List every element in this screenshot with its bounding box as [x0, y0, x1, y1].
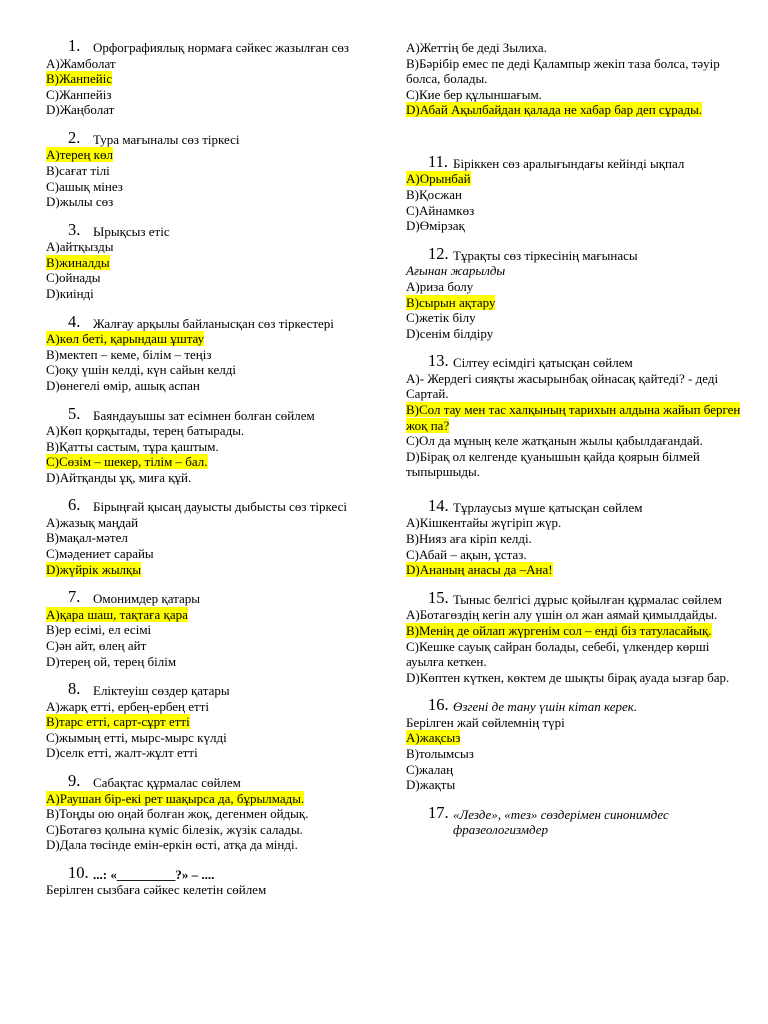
- answer-text: А)риза болу: [406, 278, 474, 294]
- highlighted-answer: А)Орынбай: [406, 171, 471, 187]
- highlighted-answer: А)жақсыз: [406, 730, 461, 746]
- answer-option: [46, 607, 376, 623]
- question-number: 14.: [428, 495, 449, 515]
- question-block: [406, 695, 746, 793]
- question-number: 17.: [428, 802, 449, 822]
- answer-text: В)Тоңды ою оңай болған жоқ, дегенмен ойдық.: [46, 806, 309, 822]
- answer-text: В)ер есімі, ел есімі: [46, 622, 152, 638]
- question-label: Сабақтас құрмалас сөйлем: [93, 775, 241, 790]
- answer-option: [46, 791, 376, 807]
- answer-text: В)толымсыз: [406, 746, 474, 761]
- question-number: 6.: [68, 495, 81, 515]
- answer-text: А)айтқызды: [46, 239, 114, 255]
- question-block: [46, 587, 376, 669]
- question-block: [406, 151, 746, 234]
- question-number: 1.: [68, 36, 81, 55]
- question-label: Біріккен сөз аралығындағы кейінді ықпал: [453, 155, 685, 171]
- left-column: [46, 36, 376, 912]
- answer-option: [406, 670, 746, 686]
- question-number: 15.: [428, 587, 449, 607]
- answer-option: [46, 362, 376, 378]
- answer-option: [46, 179, 376, 195]
- highlighted-answer: А)көл беті, қарындаш ұштау: [46, 331, 205, 347]
- answer-option: [406, 547, 746, 563]
- question-text: [406, 802, 746, 838]
- answer-option: [406, 607, 746, 623]
- question-text: [46, 679, 376, 699]
- answer-text: В)сағат тілі: [46, 162, 110, 178]
- answer-option: [406, 402, 746, 433]
- question-subtext: Берілген жай сөйлемнің түрі: [406, 714, 565, 730]
- answer-option: [46, 837, 376, 853]
- question-number: 4.: [68, 311, 81, 331]
- answer-text: С)жымың етті, мырс-мырс күлді: [46, 729, 227, 745]
- answer-text: А)- Жердегі сияқты жасырынбақ ойнасақ қайтеді? - деді Сартай.: [406, 370, 719, 402]
- question-label: Тұрақты сөз тіркесінің мағынасы: [453, 247, 638, 263]
- question-label: Орфографиялық нормаға сәйкес жазылған сөз: [93, 40, 350, 55]
- answer-option: [46, 546, 376, 562]
- question-label: Еліктеуіш сөздер қатары: [93, 683, 230, 699]
- question-text: [46, 127, 376, 148]
- answer-option: [46, 347, 376, 363]
- answer-text: А)жарқ етті, ербең-ербең етті: [46, 698, 209, 714]
- answer-option: [46, 423, 376, 439]
- answer-text: С)Абай – ақын, ұстаз.: [406, 546, 527, 562]
- answer-option: [46, 239, 376, 255]
- question-block: [406, 802, 746, 838]
- highlighted-answer: D)Абай Ақылбайдан қалада не хабар бар деп сұрады.: [406, 102, 703, 118]
- answer-text: С)ойнады: [46, 270, 101, 286]
- question-number: 16.: [428, 695, 449, 715]
- answer-option: [406, 777, 746, 793]
- question-text: [46, 36, 376, 56]
- question-number: 13.: [428, 351, 449, 371]
- answer-option: [406, 639, 746, 670]
- right-column: [406, 40, 746, 852]
- answer-text: С)жалаң: [406, 761, 454, 777]
- highlighted-answer: D)жүйрік жылқы: [46, 561, 142, 577]
- question-subtext: Берілген сызбаға сәйкес келетін сөйлем: [46, 882, 267, 898]
- answer-option: [406, 562, 746, 578]
- question-number: 12.: [428, 243, 449, 263]
- answer-text: С)Кие бер құлыншағым.: [406, 86, 542, 102]
- answer-text: С)ән айт, өлең айт: [46, 637, 147, 653]
- answer-option: [406, 730, 746, 746]
- question-text: [46, 311, 376, 332]
- answer-option: [46, 378, 376, 394]
- answer-option: [46, 730, 376, 746]
- answer-option: [46, 286, 376, 302]
- answer-text: С)ашық мінез: [46, 178, 123, 194]
- answer-option: [46, 699, 376, 715]
- answer-text: D)терең ой, терең білім: [46, 653, 177, 669]
- answer-text: D)Өмірзақ: [406, 218, 465, 234]
- answer-option: [46, 102, 376, 118]
- question-text: [406, 151, 746, 172]
- answer-text: А)жазық маңдай: [46, 514, 139, 530]
- question-subtext: Ағынан жарылды: [406, 263, 506, 279]
- highlighted-answer: А)Раушан бір-екі рет шақырса да, бұрылмады.: [46, 790, 305, 806]
- question-text: [406, 495, 746, 516]
- question-block-continued: [406, 40, 746, 118]
- answer-option: [46, 454, 376, 470]
- answer-option: [46, 562, 376, 578]
- answer-text: С)мәдениет сарайы: [46, 546, 154, 562]
- answer-option: [46, 638, 376, 654]
- question-label: ...: «_________?» – ....: [93, 866, 215, 882]
- answer-text: А)Жамболат: [46, 55, 116, 71]
- question-block: [46, 495, 376, 577]
- answer-option: [406, 623, 746, 639]
- answer-option: [46, 515, 376, 531]
- answer-option: [406, 531, 746, 547]
- answer-text: С)Айнамкөз: [406, 202, 475, 218]
- highlighted-answer: D)Ананың анасы да –Ана!: [406, 562, 553, 578]
- answer-option: [46, 530, 376, 546]
- question-block: [46, 403, 376, 486]
- question-number: 5.: [68, 403, 81, 423]
- answer-text: А)Кішкентайы жүгіріп жүр.: [406, 515, 562, 531]
- answer-text: D)Бірақ ол келгенде қуанышын қайда қоярын білмей тыпыршыды.: [406, 448, 700, 480]
- answer-option: [406, 295, 746, 311]
- question-text: [46, 219, 376, 240]
- answer-option: [406, 279, 746, 295]
- question-text: [406, 243, 746, 264]
- answer-option: [406, 515, 746, 531]
- question-label: Өзгені де тану үшін кітап керек.: [453, 699, 638, 715]
- answer-text: В)мақал-мәтел: [46, 530, 128, 546]
- answer-option: [46, 331, 376, 347]
- answer-text: D)Жаңболат: [46, 102, 115, 118]
- question-number: 7.: [68, 587, 81, 607]
- answer-text: D)киінді: [46, 286, 94, 302]
- answer-option: [406, 187, 746, 203]
- question-block: [406, 243, 746, 341]
- answer-text: В)Қосжан: [406, 187, 462, 203]
- highlighted-answer: В)тарс етті, сарт-сұрт етті: [46, 714, 190, 730]
- answer-option: [406, 310, 746, 326]
- question-label: Баяндауышы зат есімнен болған сөйлем: [93, 407, 315, 423]
- question-text: [406, 695, 746, 715]
- answer-option: [46, 163, 376, 179]
- answer-text: D)жылы сөз: [46, 194, 114, 210]
- highlighted-answer: С)Сөзім – шекер, тілім – бал.: [46, 454, 208, 470]
- question-block: [406, 495, 746, 578]
- highlighted-answer: В)жиналды: [46, 254, 110, 270]
- answer-option: [46, 147, 376, 163]
- question-label: Тура мағыналы сөз тіркесі: [93, 131, 240, 147]
- answer-option: [46, 56, 376, 72]
- answer-option: [406, 326, 746, 342]
- answer-text: В)мектеп – кеме, білім – теңіз: [46, 346, 212, 362]
- answer-option: [406, 218, 746, 234]
- question-text: [46, 495, 376, 515]
- answer-text: А)Ботагөздің кегін алу үшін ол жан аямай қимылдайды.: [406, 607, 718, 623]
- answer-text: D)Айтқанды ұқ, миға құй.: [46, 469, 192, 485]
- answer-option: [406, 762, 746, 778]
- answer-option: [46, 822, 376, 838]
- question-text: [46, 587, 376, 607]
- answer-option: [406, 87, 746, 103]
- question-text: [406, 351, 746, 371]
- question-text: [46, 403, 376, 424]
- answer-text: D)жақты: [406, 777, 456, 793]
- answer-option: [406, 40, 746, 56]
- question-number: 9.: [68, 771, 81, 790]
- question-number: 2.: [68, 127, 81, 147]
- question-label: Сілтеу есімдігі қатысқан сөйлем: [453, 355, 633, 371]
- answer-option: [46, 255, 376, 271]
- question-number: 11.: [428, 151, 449, 171]
- answer-text: В)Қатты састым, тұра қаштым.: [46, 438, 219, 454]
- highlighted-answer: В)Менің де ойлап жүргенім сол – енді біз татуласайық.: [406, 622, 712, 638]
- answer-text: D)сенім білдіру: [406, 325, 494, 341]
- highlighted-answer: А)қара шаш, тақтаға қара: [46, 606, 188, 622]
- answer-option: [46, 194, 376, 210]
- answer-text: D)селк етті, жалт-жұлт етті: [46, 745, 198, 761]
- question-label: Тыныс белгісі дұрыс қойылған құрмалас сөйлем: [453, 591, 722, 607]
- answer-text: В)Бәрібір емес пе деді Қалампыр жекіп таза болса, тәуір болса, болады.: [406, 55, 720, 87]
- answer-option: [406, 56, 746, 87]
- question-label: Тұрлаусыз мүше қатысқан сөйлем: [453, 499, 643, 515]
- answer-text: С)оқу үшін келді, күн сайын келді: [46, 362, 236, 378]
- answer-option: [406, 433, 746, 449]
- answer-option: [406, 171, 746, 187]
- highlighted-answer: В)Жанпейіс: [46, 71, 113, 87]
- question-block: [46, 679, 376, 761]
- answer-text: D)Көптен күткен, көктем де шықты бірақ ауада ызғар бар.: [406, 669, 730, 685]
- question-label: Жалғау арқылы байланысқан сөз тіркестері: [93, 315, 334, 331]
- answer-text: С)Ботагөз қолына күміс білезік, жүзік салады.: [46, 821, 303, 837]
- answer-text: С)Ол да мұның келе жатқанын жылы қабылдағандай.: [406, 433, 703, 449]
- answer-option: [46, 87, 376, 103]
- question-text: [46, 771, 376, 791]
- answer-text: С)Кешке сауық сайран болады, себебі, үлкендер көрші ауылға кеткен.: [406, 638, 710, 670]
- answer-option: [46, 470, 376, 486]
- question-label: Ырықсыз етіс: [93, 223, 170, 239]
- answer-option: [46, 622, 376, 638]
- answer-option: [46, 806, 376, 822]
- question-text: [46, 862, 376, 883]
- answer-option: [406, 746, 746, 762]
- answer-option: [46, 654, 376, 670]
- question-block: [46, 862, 376, 898]
- highlighted-answer: В)Сол тау мен тас халқының тарихын алдына жайып берген жоқ па?: [406, 402, 741, 433]
- question-block: [406, 351, 746, 480]
- question-label: Бірыңғай қысаң дауысты дыбысты сөз тіркесі: [93, 499, 347, 515]
- answer-option: [46, 71, 376, 87]
- answer-text: А)Жеттің бе деді Зылиха.: [406, 40, 547, 55]
- answer-option: [406, 371, 746, 402]
- answer-option: [46, 270, 376, 286]
- answer-text: С)жетік білу: [406, 310, 476, 326]
- highlighted-answer: В)сырын ақтару: [406, 294, 496, 310]
- answer-option: [406, 449, 746, 480]
- question-label: «Лезде», «тез» сөздерімен синонимдес фразеологизмдер: [453, 806, 669, 838]
- answer-option: [406, 102, 746, 118]
- question-label: Омонимдер қатары: [93, 591, 200, 607]
- answer-option: [406, 203, 746, 219]
- answer-text: D)Дала төсінде емін-еркін өсті, атқа да мінді.: [46, 837, 298, 853]
- question-block: [46, 219, 376, 302]
- answer-text: С)Жанпейіз: [46, 86, 112, 102]
- question-block: [46, 127, 376, 210]
- question-block: [406, 587, 746, 685]
- question-block: [46, 311, 376, 394]
- question-block: [46, 771, 376, 853]
- answer-text: А)Көп қорқытады, терең батырады.: [46, 423, 245, 438]
- answer-option: [46, 745, 376, 761]
- answer-option: [46, 714, 376, 730]
- question-number: 8.: [68, 679, 81, 699]
- answer-option: [46, 439, 376, 455]
- question-block: [46, 36, 376, 118]
- question-text: [406, 587, 746, 608]
- question-number: 3.: [68, 219, 81, 239]
- answer-text: В)Нияз аға кіріп келді.: [406, 531, 532, 547]
- question-number: 10.: [68, 862, 89, 882]
- answer-text: D)өнегелі өмір, ашық аспан: [46, 377, 200, 393]
- highlighted-answer: А)терең көл: [46, 147, 113, 163]
